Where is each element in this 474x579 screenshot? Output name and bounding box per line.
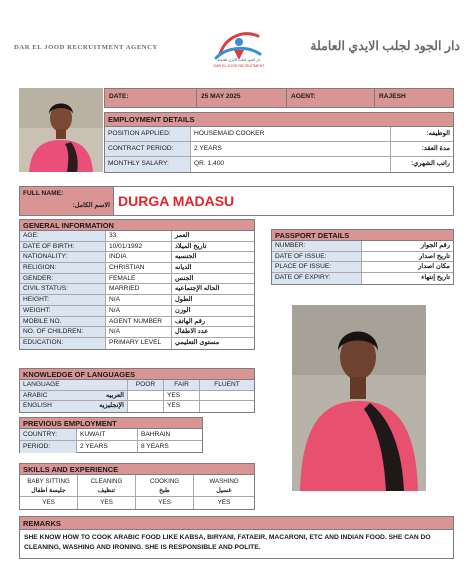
passport-label-ar: تاريخ اصدار [419,252,450,260]
general-label-ar: الطول [175,296,193,304]
skill-name: WASHING [209,478,239,485]
logo-subtitle-ar: دار الجود لجلب الايدي العاملة [217,58,261,62]
skill-name: COOKING [149,478,180,485]
employment-label-ar: الوظيفه: [426,130,450,137]
languages-header: POOR [128,380,164,390]
skill-name-ar: تنظيف [98,487,115,494]
agency-name-en: DAR EL JOOD RECRUITMENT AGENCY [14,44,158,51]
language-name-ar: الإنجليزيه [99,402,124,410]
employment-row [105,157,453,172]
general-label-ar: الديانه [175,264,192,272]
previous-value-b: BAHRAIN [141,431,171,438]
previous-label: COUNTRY: [20,429,77,440]
full-name-label-ar: الاسم الكامل: [72,202,110,209]
general-label-ar: الوزن [175,306,191,314]
general-value: INDIA [106,252,172,262]
languages-table [19,368,255,413]
general-label: CIVIL STATUS: [20,284,106,294]
agency-logo [204,24,274,76]
candidate-photo-large-image [292,305,426,491]
agency-name-ar: دار الجود لجلب الايدي العاملة [310,39,460,53]
employment-label-ar: مدة العقد: [421,145,450,152]
general-row [20,327,254,338]
candidate-photo-small [19,88,103,172]
candidate-photo-small-image [19,88,103,172]
skill-name: BABY SITTING [27,478,70,485]
general-row [20,231,254,242]
general-row [20,284,254,295]
passport-row [272,241,453,252]
general-label: GENDER: [20,274,106,284]
employment-title: EMPLOYMENT DETAILS [105,113,453,127]
passport-row [272,273,453,284]
agent-value: RAJESH [379,93,406,100]
employment-label: POSITION APPLIED: [105,127,191,141]
language-fair: YES [164,391,200,401]
language-fluent [200,391,254,401]
skill-value: YES [78,497,136,509]
passport-details [271,229,454,285]
remarks-title: REMARKS [20,517,453,530]
employment-row [105,127,453,142]
skill-name-ar: غسيل [216,487,232,494]
languages-row [20,401,254,412]
skill-header [194,475,254,496]
previous-value-a: KUWAIT [77,429,138,440]
employment-label-ar: راتب الشهري: [411,160,450,167]
employment-label: CONTRACT PERIOD: [105,142,191,156]
skill-value: YES [217,499,231,506]
general-row [20,242,254,253]
general-label: WEIGHT: [20,306,106,316]
general-row [20,274,254,285]
general-label: AGE: [20,231,106,241]
general-row [20,338,254,349]
languages-header: FLUENT [214,381,240,388]
general-value: 10/01/1992 [106,242,172,252]
languages-header: FAIR [164,380,200,390]
previous-value-a: 2 YEARS [77,441,138,453]
employment-details [104,112,454,173]
general-row [20,263,254,274]
skill-name-ar: طبخ [159,487,170,494]
general-row [20,295,254,306]
general-label-ar: الحاله الإجتماعيه [175,285,220,293]
general-value: PRIMARY LEVEL [106,338,172,349]
general-label-ar: العمر [175,232,190,239]
date-value: 25 MAY 2025 [197,89,287,107]
skills-title: SKILLS AND EXPERIENCE [20,464,254,475]
general-label-ar: عدد الاطفال [175,328,209,336]
full-name-value: DURGA MADASU [118,193,235,209]
passport-row [272,262,453,273]
general-value: AGENT NUMBER [106,317,172,327]
remarks [19,516,454,559]
skill-value: YES [136,497,194,509]
general-label: NO. OF CHILDREN: [20,327,106,337]
general-row [20,317,254,328]
skills-value-row [20,497,254,509]
passport-label: NUMBER: [272,241,362,251]
passport-label-ar: رقم الجواز [420,242,450,249]
general-value: FEMALE [106,274,172,284]
employment-label: MONTHLY SALARY: [105,157,191,172]
passport-row [272,252,453,263]
passport-label: PLACE OF ISSUE: [272,262,362,272]
general-label: EDUCATION: [20,338,106,349]
passport-label: DATE OF EXPIRY: [272,273,362,284]
skill-header [78,475,136,496]
previous-employment [19,417,203,453]
general-label-ar: رقم الهاتف [175,317,206,325]
languages-header: LANGUAGE [20,380,128,390]
language-fair: YES [164,401,200,412]
previous-title: PREVIOUS EMPLOYMENT [20,418,202,429]
date-label: DATE: [105,89,197,107]
agency-logo-icon [204,24,274,76]
languages-row [20,391,254,402]
agent-label: AGENT: [287,89,375,107]
remarks-text: SHE KNOW HOW TO COOK ARABIC FOOD LIKE KABSA, BIRYANI, FATAEIR, MACARONI, ETC AND INDIAN FOOD. SHE CAN DO CLEANING, WASHING AND IRONING. SHE IS RESPONSIBLE AND POLITE. [24,534,431,551]
skill-name: CLEANING [90,478,123,485]
general-information [19,219,255,350]
skill-name-ar: جليسة اطفال [31,487,66,494]
skills-table [19,463,255,510]
language-name: ARABIC [23,391,48,399]
general-value: 33 [106,231,172,241]
passport-label-ar: تاريخ إنتهاء [421,274,450,282]
passport-label-ar: مكان اصدار [418,263,450,271]
general-label-ar: تاريخ الميلاد [175,242,207,250]
skill-header [136,475,194,496]
skill-value: YES [20,497,78,509]
general-label-ar: الجنسيه [175,253,197,261]
general-label-ar: الجنس [175,274,194,282]
employment-value: 2 YEARS [191,142,391,156]
language-name-ar: العربيه [105,391,124,399]
passport-title: PASSPORT DETAILS [272,230,453,241]
full-name-label-en: FULL NAME: [23,190,64,197]
languages-title: KNOWLEDGE OF LANGUAGES [20,369,254,380]
previous-label: PERIOD: [20,441,77,453]
language-fluent [200,401,254,412]
languages-header-row [20,380,254,391]
previous-row [20,429,202,441]
general-label: MOBILE NO. [20,317,106,327]
general-label: HEIGHT: [20,295,106,305]
general-value: N/A [106,306,172,316]
logo-subtitle-en: DAR EL JOOD RECRUITMENT [213,64,265,68]
general-label: DATE OF BIRTH: [20,242,106,252]
general-value: N/A [106,327,172,337]
skill-header [20,475,78,496]
skills-header-row [20,475,254,497]
full-name-label-cell [20,187,114,215]
general-value: MARRIED [106,284,172,294]
general-row [20,252,254,263]
general-value: CHRISTIAN [106,263,172,273]
general-title: GENERAL INFORMATION [20,220,254,231]
general-label-ar: مستوى التعليمي [175,338,220,346]
language-name: ENGLISH [23,402,52,410]
language-poor [128,391,164,401]
language-poor [128,401,164,412]
previous-value-b: 8 YEARS [141,443,169,450]
header [0,0,474,82]
employment-value: QR. 1,400 [191,157,391,172]
general-row [20,306,254,317]
previous-row [20,441,202,453]
general-label: RELIGION: [20,263,106,273]
general-label: NATIONALITY: [20,252,106,262]
passport-label: DATE OF ISSUE: [272,252,362,262]
employment-value: HOUSEMAID COOKER [191,127,391,141]
general-value: N/A [106,295,172,305]
date-agent-row [104,88,454,108]
full-name-row [19,186,454,216]
employment-row [105,142,453,157]
candidate-photo-large [292,305,426,491]
